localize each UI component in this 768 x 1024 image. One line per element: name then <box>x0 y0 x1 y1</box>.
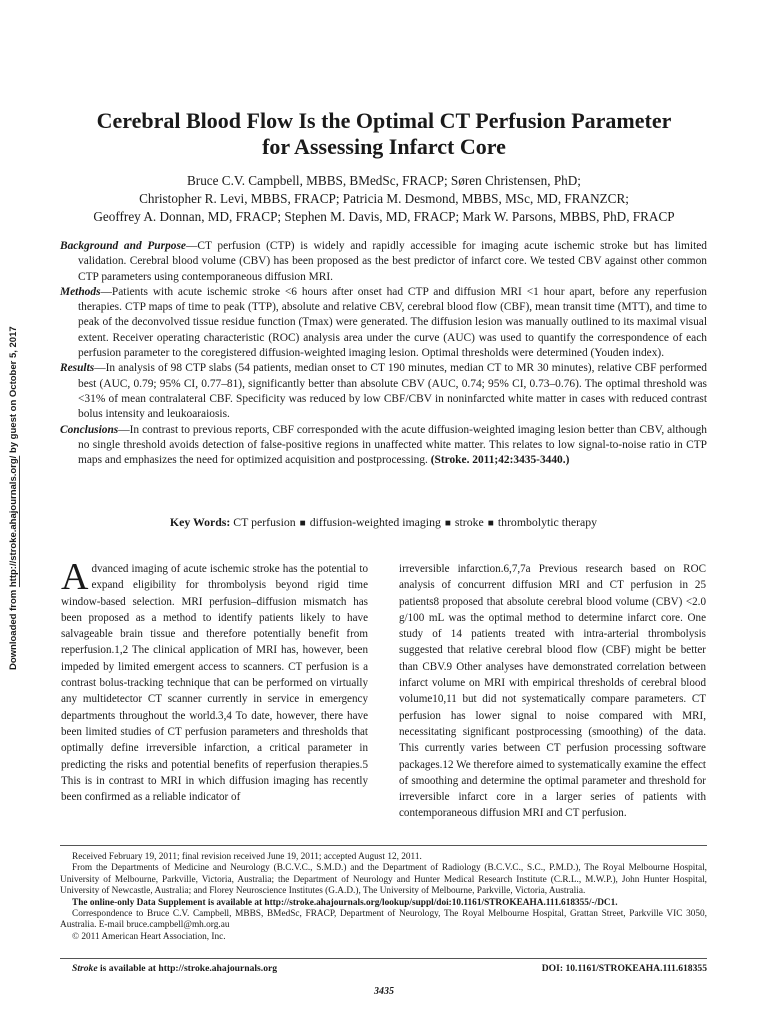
article-title: Cerebral Blood Flow Is the Optimal CT Perfusion Parameter for Assessing Infarct Core <box>96 108 672 159</box>
results-text: —In analysis of 98 CTP slabs (54 patients, median onset to CT 190 minutes, median CT to MR 30 minutes), relative CBF performed best (AUC, 0.79; 95% CI, 0.77–81), significantly better than absolute CBV (AUC, 0.74; 95% CI, 0.73–0.76). The optimal threshold was <31% of mean contralateral CBF. Specificity was reduced by low CBF/CBV in noninfarcted white matter in cases with reduced contrast bolus intensity and leukoaraiosis. <box>78 362 707 421</box>
journal-url-text[interactable]: is available at http://stroke.ahajournals.org <box>97 963 278 974</box>
methods-text: —Patients with acute ischemic stroke <6 hours after onset had CTP and diffusion MRI <1 hour apart, before any reperfusion therapies. CTP maps of time to peak (TTP), absolute and relative CBV, cerebral blood flow (CBF), mean transit time (MTT), and time to peak of the deconvolved tissue residue function (Tmax) were generated. The diffusion lesion was manually outlined to its maximal visual extent. Receiver operating characteristic (ROC) analysis area under the curve (AUC) was used to quantify the correspondence of each perfusion parameter to the coregistered diffusion-weighted imaging lesion. Optimal thresholds were determined (Youden index). <box>78 285 707 360</box>
doi: DOI: 10.1161/STROKEAHA.111.618355 <box>541 963 707 974</box>
conclusions-label: Conclusions <box>60 423 119 436</box>
drop-cap: A <box>61 556 89 598</box>
body-column-left <box>61 556 368 805</box>
page-number: 3435 <box>374 986 394 997</box>
keyword-separator: ■ <box>444 518 451 529</box>
keyword-item: thrombolytic therapy <box>497 515 598 529</box>
abstract <box>60 239 707 468</box>
author-list <box>50 172 718 226</box>
right-column-text: irreversible infarction.6,7,7a Previous research based on ROC analysis of concurrent diffusion MRI and CT perfusion in 25 patients8 proposed that absolute cerebral blood volume (CBV) <2.0 g/100 mL was the optimal method to determine infarct core. One study of 14 patients treated with intra-arterial thrombolysis suggested that relative cerebral blood flow (CBF) might be better than CBV.9 Other analyses have demonstrated correlation between infarct volume on MRI with empirical thresholds of cerebral blood volume10,11 but did not systematically compare parameters. CT perfusion has lower signal to noise compared with MRI, necessitating significant postprocessing (smoothing) of the data. This currently varies between CT perfusion processing software packages.12 We therefore aimed to systematically examine the effect of smoothing and determine the optimal parameter and threshold for irreversible infarct core in a larger series of patients with contemporaneous diffusion MRI and CT perfusion. <box>399 563 706 820</box>
keyword-item: diffusion-weighted imaging <box>309 515 441 529</box>
download-sidebar <box>8 326 28 670</box>
journal-name: Stroke <box>72 963 98 974</box>
abstract-results <box>60 361 707 422</box>
copyright: © 2011 American Heart Association, Inc. <box>72 931 226 942</box>
keyword-separator: ■ <box>299 518 306 529</box>
left-column-text: dvanced imaging of acute ischemic stroke has the potential to expand eligibility for thrombolysis beyond rigid time window-based selection. MRI perfusion–diffusion mismatch has been proposed as a method to identify patients likely to have salvageable brain tissue and therefore potentially benefit from reperfusion.1,2 The clinical application of MRI has, however, been impeded by limited emergent access to scanners. CT perfusion is a contrast bolus-tracking technique that can be performed on virtually any multidetector CT scanner currently in service in emergency departments throughout the world.3,4 To date, however, there have been limited studies of CT perfusion parameters and thresholds that optimally define irreversible infarction, a critical parameter in predicting the risks and potential benefits of reperfusion therapies.5 This is in contrast to MRI in which diffusion imaging has recently been confirmed as a reliable indicator of <box>61 563 368 804</box>
abstract-conclusions <box>60 423 707 469</box>
keyword-item: CT perfusion <box>233 515 296 529</box>
sidebar-prefix: Downloaded from <box>8 587 19 670</box>
author-line: Geoffrey A. Donnan, MD, FRACP; Stephen M. Davis, MD, FRACP; Mark W. Parsons, MBBS, PhD, FRACP <box>93 209 675 224</box>
conclusions-text: —In contrast to previous reports, CBF corresponded with the acute diffusion-weighted imaging lesion better than CBV, although no single threshold avoids detection of false-positive regions in unaffected white matter. This relates to low signal-to-noise ratio in CTP maps and emphasizes the need for optimized acquisition and postprocessing. <box>78 423 707 467</box>
body-column-right <box>399 561 706 822</box>
sidebar-link[interactable]: http://stroke.ahajournals.org/ <box>8 455 19 588</box>
journal-footer-divider <box>60 958 707 959</box>
keyword-separator: ■ <box>487 518 494 529</box>
keyword-item: stroke <box>454 515 484 529</box>
journal-availability <box>72 963 277 974</box>
results-label: Results <box>60 362 95 375</box>
abstract-background <box>60 239 707 285</box>
author-line: Bruce C.V. Campbell, MBBS, BMedSc, FRACP; Søren Christensen, PhD; <box>187 173 581 188</box>
keywords-label: Key Words: <box>169 515 231 529</box>
intro-paragraph <box>61 556 368 805</box>
affiliations: From the Departments of Medicine and Neurology (B.C.V.C., S.M.D.) and the Department of Radiology (B.C.V.C., S.C., P.M.D.), The Royal Melbourne Hospital, University of Melbourne, Parkville, Victoria, Australia; the Department of Neurology and Hunter Medical Research Institute (C.R.L., M.W.P.), John Hunter Hospital, University of Newcastle, Australia; and Florey Neuroscience Institutes (G.A.D.), The University of Melbourne, Parkville, Victoria, Australia. <box>60 863 707 897</box>
received-dates: Received February 19, 2011; final revision received June 19, 2011; accepted August 12, 2011. <box>72 852 422 862</box>
abstract-methods <box>60 285 707 361</box>
author-line: Christopher R. Levi, MBBS, FRACP; Patricia M. Desmond, MBBS, MSc, MD, FRANZCR; <box>139 191 629 206</box>
correspondence: Correspondence to Bruce C.V. Campbell, MBBS, BMedSc, FRACP, Department of Neurology, The Royal Melbourne Hospital, Grattan Street, Parkville VIC 3050, Australia. E-mail bruce.campbell@mh.org.au <box>60 909 707 931</box>
background-label: Background and Purpose <box>60 240 186 252</box>
footnotes <box>60 852 707 943</box>
background-text: —CT perfusion (CTP) is widely and rapidly accessible for imaging acute ischemic stroke but has limited validation. Cerebral blood volume (CBV) has been proposed as the best predictor of infarct core. We tested CBV against other common CTP parameters using contemporaneous diffusion MRI. <box>78 240 707 283</box>
data-supplement: The online-only Data Supplement is available at http://stroke.ahajournals.org/lookup/suppl/doi:10.1161/STROKEAHA.111.618355/-/DC1. <box>72 897 618 908</box>
footnote-divider <box>60 845 707 846</box>
keywords <box>60 515 707 530</box>
sidebar-suffix: by guest on October 5, 2017 <box>8 326 19 456</box>
citation: (Stroke. 2011;42:3435-3440.) <box>430 454 570 467</box>
methods-label: Methods <box>60 285 101 298</box>
